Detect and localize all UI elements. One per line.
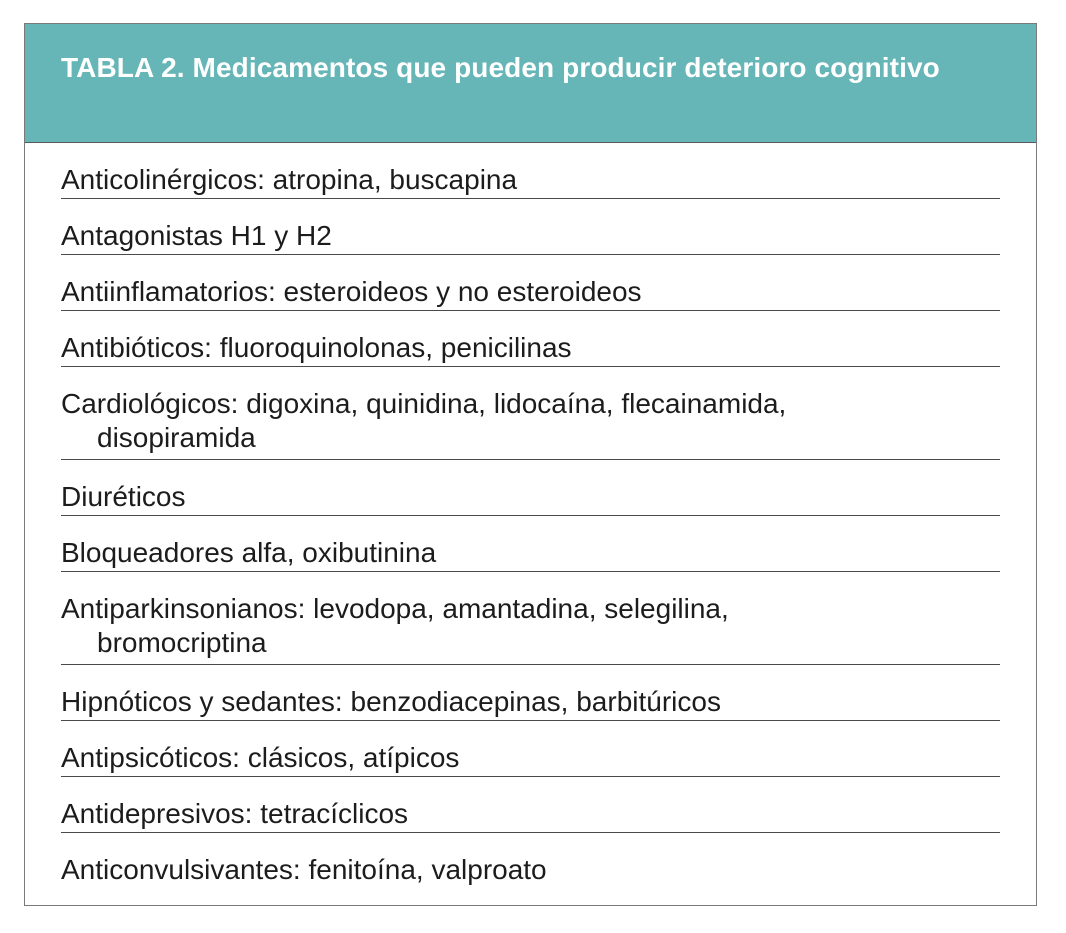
row-category: Diuréticos [61,481,186,512]
row-category: Antidepresivos: [61,798,261,829]
row-category: Bloqueadores alfa, [61,537,303,568]
table-body [25,143,1036,889]
table-row [61,460,1000,516]
row-continuation: disopiramida [97,422,256,453]
table-title: TABLA 2. Medicamentos que pueden producir deterioro cognitivo [25,24,1036,143]
table-row [61,143,1000,199]
row-category: Antiinflamatorios: [61,276,284,307]
row-items: digoxina, quinidina, lidocaína, flecainamida, [246,388,787,419]
row-items: fluoroquinolonas, penicilinas [219,332,572,363]
row-category: Antiparkinsonianos: [61,593,314,624]
row-items: esteroideos y no esteroideos [283,276,642,307]
row-category: Hipnóticos y sedantes: [61,686,351,717]
row-items: levodopa, amantadina, selegilina, [313,593,729,624]
table-row [61,255,1000,311]
table-row [61,833,1000,889]
table-row [61,311,1000,367]
table-row [61,777,1000,833]
row-category: Antibióticos: [61,332,220,363]
table-row [61,199,1000,255]
row-items: benzodiacepinas, barbitúricos [350,686,721,717]
row-category: Cardiológicos: [61,388,247,419]
row-items: fenitoína, valproato [308,854,547,885]
row-continuation: bromocriptina [97,627,267,658]
row-category: Anticolinérgicos: [61,164,273,195]
row-items: atropina, buscapina [272,164,518,195]
row-items: clásicos, atípicos [247,742,460,773]
row-category: Antagonistas H1 y H2 [61,220,332,251]
row-items: tetracíclicos [260,798,409,829]
table-row [61,721,1000,777]
table-row [61,516,1000,572]
table-row [61,665,1000,721]
row-category: Anticonvulsivantes: [61,854,309,885]
row-items: oxibutinina [302,537,437,568]
table-row [61,367,1000,460]
medication-table [24,23,1037,906]
table-row [61,572,1000,665]
row-category: Antipsicóticos: [61,742,248,773]
